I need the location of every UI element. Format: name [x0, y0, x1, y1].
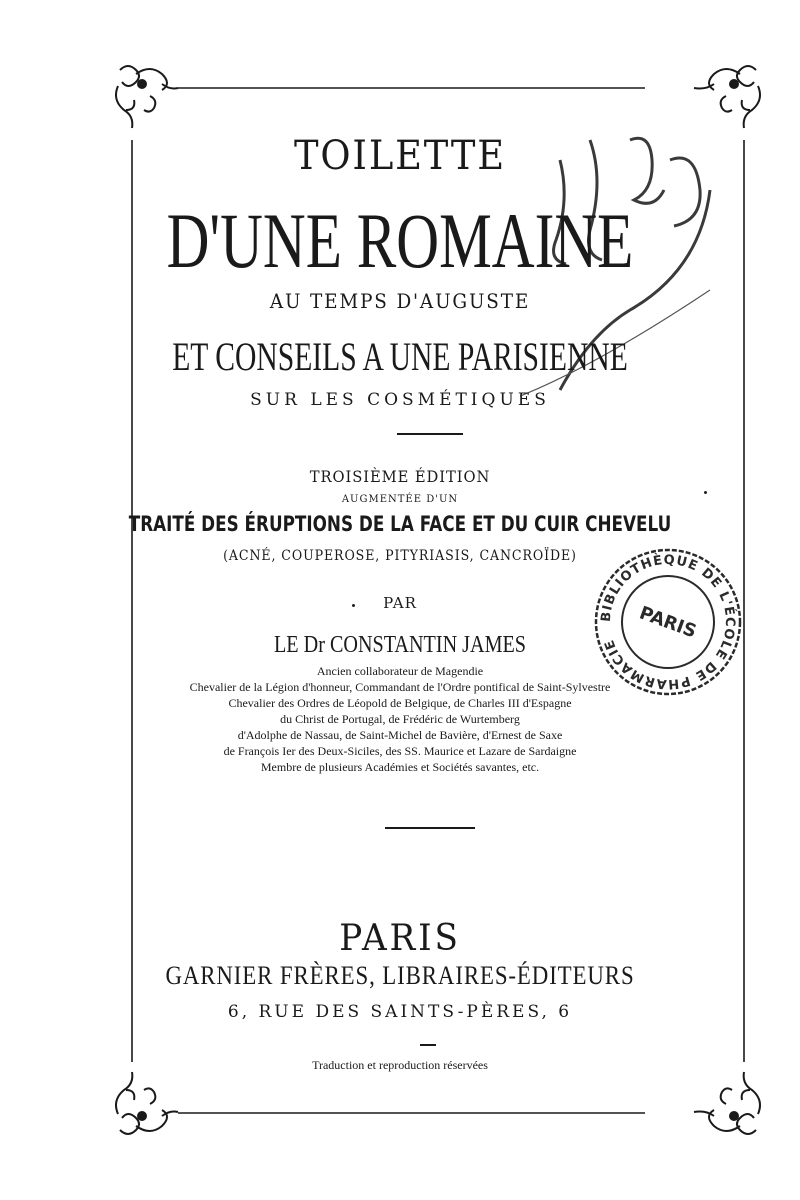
treatise-title: TRAITÉ DES ÉRUPTIONS DE LA FACE ET DU CUIR CHEVELU	[128, 512, 672, 536]
stamp-ring-text: BIBLIOTHÈQUE DE L'ÉCOLE DE PHARMACIE	[598, 552, 738, 692]
ink-speck	[352, 604, 355, 607]
credential-line: d'Adolphe de Nassau, de Saint-Michel de Bavière, d'Ernest de Saxe	[237, 728, 563, 742]
stamp-center-text: PARIS	[636, 602, 700, 643]
credential-line: Ancien collaborateur de Magendie	[316, 664, 484, 678]
divider-rule	[420, 1044, 436, 1046]
ink-speck	[704, 491, 707, 494]
subtitle-line-3: SUR LES COSMÉTIQUES	[250, 390, 550, 410]
augmented-label: AUGMENTÉE D'UN	[341, 494, 459, 505]
by-label: PAR	[383, 594, 417, 612]
credential-line: Chevalier de la Légion d'honneur, Commandant de l'Ordre pontifical de Saint-Sylvestre	[189, 680, 611, 694]
corner-flourish-bottom-right-icon	[694, 1072, 760, 1134]
library-stamp-icon	[588, 542, 748, 702]
corner-flourish-bottom-left-icon	[116, 1072, 178, 1134]
credential-line: de François Ier des Deux-Siciles, des SS. Maurice et Lazare de Sardaigne	[223, 744, 577, 758]
title-line-1: TOILETTE	[294, 133, 506, 179]
author-name: LE Dr CONSTANTIN JAMES	[273, 632, 527, 658]
publication-city: PARIS	[339, 918, 461, 959]
credential-line: Chevalier des Ordres de Léopold de Belgique, de Charles III d'Espagne	[228, 696, 572, 710]
subtitle-line-1: AU TEMPS D'AUGUSTE	[269, 289, 531, 313]
rights-notice: Traduction et reproduction réservées	[312, 1058, 488, 1072]
divider-rule	[397, 433, 463, 435]
publisher-name: GARNIER FRÈRES, LIBRAIRES-ÉDITEURS	[165, 961, 635, 990]
conditions-list: (ACNÉ, COUPEROSE, PITYRIASIS, CANCROÏDE)	[223, 548, 577, 564]
credential-line: du Christ de Portugal, de Frédéric de Wurtemberg	[280, 712, 520, 726]
publisher-address: 6, RUE DES SAINTS-PÈRES, 6	[227, 1002, 573, 1022]
credential-line: Membre de plusieurs Académies et Sociétés savantes, etc.	[260, 760, 540, 774]
title-line-2: D'UNE ROMAINE	[166, 197, 634, 284]
corner-flourish-top-left-icon	[116, 66, 178, 128]
subtitle-line-2: ET CONSEILS A UNE PARISIENNE	[172, 334, 628, 379]
divider-rule	[385, 827, 475, 829]
edition-label: TROISIÈME ÉDITION	[309, 467, 491, 486]
